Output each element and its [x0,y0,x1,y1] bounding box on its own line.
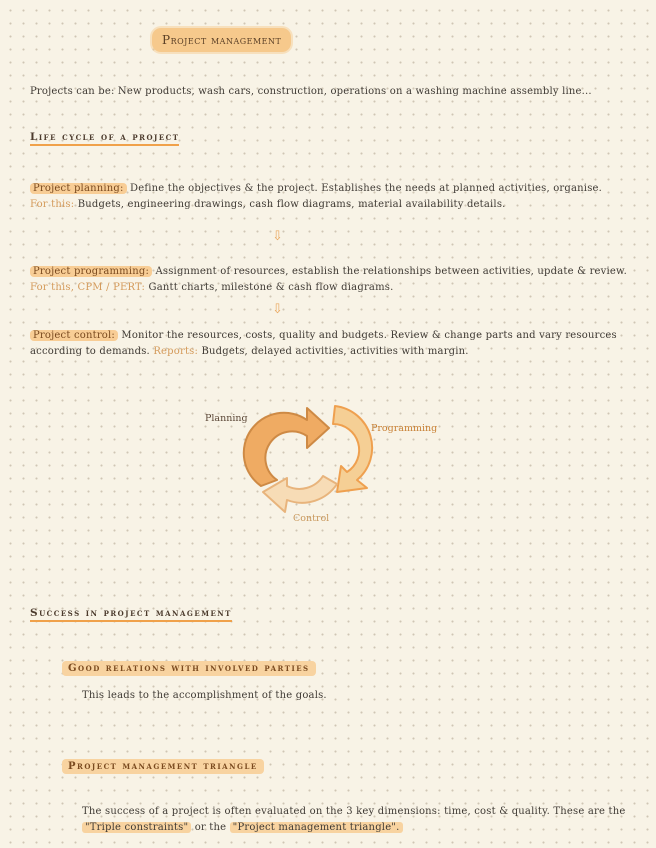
intro-text: Projects can be: New products, wash cars, construction, operations on a washing machine assembly line... [30,86,592,97]
lifecycle-heading: Life cycle of a project [30,131,179,146]
phase-for-label: For this, CPM / PERT: [30,282,146,293]
phase-text: Gantt charts, milestone & cash flow diagrams. [148,282,394,293]
phase-for-label: For this: [30,199,75,210]
phase-text: Monitor the resources, costs, quality and budgets. Review & change parts and vary resources according to demands. [30,330,617,357]
relations-text: This leads to the accomplishment of the goals. [82,690,327,701]
triangle-text [82,804,647,836]
pm-triangle-quote: "Project management triangle". [230,822,403,833]
planning-arrow-icon [244,408,329,486]
phase-text: Budgets, delayed activities, activities with margin. [201,346,469,357]
phase-label: Project control: [30,330,118,341]
phase-label: Project programming: [30,266,152,277]
phase-programming [30,264,630,296]
subheading-triangle: Project management triangle [62,759,264,774]
down-arrow-icon: ⇩ [272,229,283,244]
phase-control [30,328,630,360]
triangle-text-part: The success of a project is often evaluated on the 3 key dimensions: time, cost & quality. These are the [82,806,626,817]
programming-arrow-icon [333,406,372,492]
cycle-label-programming: Programming [371,423,438,434]
phase-text: Define the objectives & the project. Establishes the needs at planned activities, organise. [130,183,603,194]
phase-label: Project planning: [30,183,127,194]
phase-text: Budgets, engineering drawings, cash flow diagrams, material availability details. [77,199,506,210]
triple-constraints-quote: "Triple constraints" [82,822,191,833]
down-arrow-icon: ⇩ [272,302,283,317]
project-cycle-diagram [195,388,445,528]
phase-for-label: Reports: [153,346,199,357]
phase-text: Assignment of resources, establish the relationships between activities, update & review. [155,266,627,277]
cycle-label-planning: Planning [205,413,248,424]
cycle-label-control: Control [293,513,330,524]
phase-planning [30,181,615,213]
subheading-relations: Good relations with involved parties [62,661,316,676]
page-title: Project management [152,28,291,52]
success-heading: Success in project management [30,607,232,622]
triangle-text-or: or the [194,822,227,833]
